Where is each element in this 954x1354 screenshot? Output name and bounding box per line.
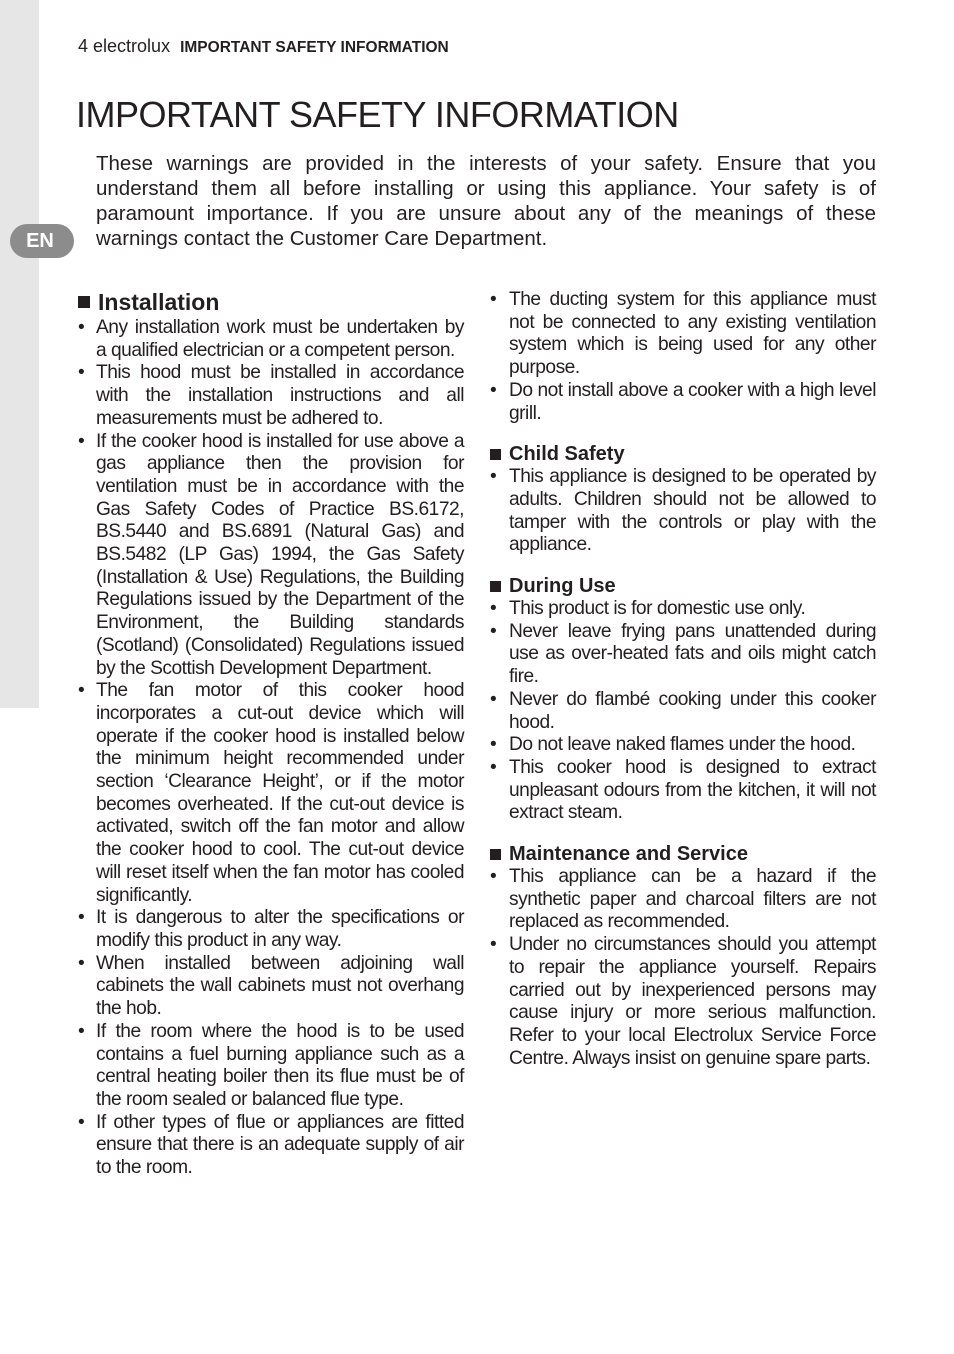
list-item — [490, 289, 876, 380]
bullet-icon: • — [490, 688, 497, 710]
list-item-text: If the cooker hood is installed for use above a gas appliance then the provision for ventilation must be in accordance with the Gas Safety Codes of Practice BS.6172, BS.5440 and BS.6891 (Natural Gas) and BS.5482 (LP Gas) 1994, the Gas Safety (Installation & Use) Regulations, the Building Regulations issued by the Department of the Environment, the Building standards (Scotland) (Consolidated) Regulations issued by the Scottish Development Department. — [96, 430, 464, 679]
child-safety-heading — [490, 442, 876, 466]
list-item — [78, 953, 464, 1021]
list-item — [78, 907, 464, 952]
running-header — [78, 36, 449, 57]
square-bullet-icon — [490, 581, 501, 592]
list-item-text: This appliance can be a hazard if the synthetic paper and charcoal filters are not replaced as recommended. — [509, 866, 876, 933]
maintenance-heading-text: Maintenance and Service — [509, 843, 748, 866]
page-number: 4 — [78, 36, 89, 56]
square-bullet-icon — [490, 849, 501, 860]
bullet-icon: • — [490, 866, 497, 888]
list-item-text: Do not install above a cooker with a high level grill. — [509, 379, 876, 424]
bullet-icon: • — [490, 598, 497, 620]
list-item — [490, 621, 876, 689]
bullet-icon: • — [490, 756, 497, 778]
list-item — [490, 598, 876, 621]
list-item-text: If the room where the hood is to be used contains a fuel burning appliance such as a central heating boiler then its flue must be of the room sealed or balanced flue type. — [96, 1020, 464, 1110]
list-item-text: The ducting system for this appliance must not be connected to any existing ventilation system which is being used for any other purpose. — [509, 289, 876, 379]
during-use-heading — [490, 574, 876, 598]
list-item — [78, 680, 464, 907]
square-bullet-icon — [78, 296, 90, 308]
list-item — [78, 431, 464, 681]
maintenance-list — [490, 866, 876, 1070]
list-item — [490, 934, 876, 1070]
during-use-heading-text: During Use — [509, 575, 616, 598]
right-column — [490, 289, 876, 1070]
list-item — [490, 734, 876, 757]
language-tab-label: EN — [26, 229, 54, 252]
list-item — [78, 362, 464, 430]
list-item — [78, 1112, 464, 1180]
bullet-icon: • — [78, 952, 85, 974]
list-item — [490, 866, 876, 934]
list-item — [490, 757, 876, 825]
bullet-icon: • — [78, 362, 85, 384]
list-item — [490, 466, 876, 557]
list-item-text: When installed between adjoining wall cabinets the wall cabinets must not overhang the hob. — [96, 952, 464, 1020]
header-section-title: IMPORTANT SAFETY INFORMATION — [180, 39, 449, 56]
list-item-text: It is dangerous to alter the specifications or modify this product in any way. — [96, 907, 464, 951]
during-use-list — [490, 598, 876, 825]
installation-heading-text: Installation — [98, 289, 220, 315]
bullet-icon: • — [78, 680, 85, 702]
bullet-icon: • — [78, 317, 85, 338]
list-item-text: Never do flambé cooking under this cooker hood. — [509, 688, 876, 733]
maintenance-heading — [490, 842, 876, 866]
bullet-icon: • — [78, 1020, 85, 1042]
bullet-icon: • — [490, 289, 497, 310]
page-title: IMPORTANT SAFETY INFORMATION — [76, 94, 679, 135]
list-item-text: Under no circumstances should you attempt to repair the appliance yourself. Repairs carried out by inexperienced persons may cause injury or more serious malfunction. Refer to your local Electrolux Service Force Centre. Always insist on genuine spare parts. — [509, 934, 876, 1069]
list-item-text: This hood must be installed in accordance with the installation instructions and all measurements must be adhered to. — [96, 362, 464, 429]
child-safety-heading-text: Child Safety — [509, 443, 625, 466]
bullet-icon: • — [490, 466, 497, 488]
list-item — [78, 1021, 464, 1112]
bullet-icon: • — [78, 1111, 85, 1133]
list-item — [490, 380, 876, 425]
list-item-text: Do not leave naked flames under the hood. — [509, 734, 856, 756]
bullet-icon: • — [490, 734, 497, 756]
child-safety-list — [490, 466, 876, 557]
intro-paragraph: These warnings are provided in the interests of your safety. Ensure that you understand them all before installing or using this appliance. Your safety is of paramount importance. If you are unsure about any of the meanings of these warnings contact the Customer Care Department. — [96, 152, 876, 250]
installation-list — [78, 317, 464, 1180]
square-bullet-icon — [490, 449, 501, 460]
bullet-icon: • — [490, 379, 497, 401]
side-strip — [0, 0, 39, 708]
language-tab — [10, 224, 74, 258]
installation-list-continued — [490, 289, 876, 425]
list-item-text: Never leave frying pans unattended during use as over-heated fats and oils might catch fire. — [509, 620, 876, 688]
list-item-text: If other types of flue or appliances are fitted ensure that there is an adequate supply of air to the room. — [96, 1111, 464, 1179]
list-item-text: Any installation work must be undertaken by a qualified electrician or a competent person. — [96, 317, 464, 361]
bullet-icon: • — [490, 620, 497, 642]
list-item-text: This product is for domestic use only. — [509, 598, 806, 620]
left-column — [78, 287, 464, 1180]
installation-heading — [78, 287, 464, 317]
bullet-icon: • — [78, 430, 85, 452]
bullet-icon: • — [490, 934, 497, 956]
bullet-icon: • — [78, 907, 85, 929]
list-item-text: This appliance is designed to be operated by adults. Children should not be allowed to tamper with the controls or play with the appliance. — [509, 466, 876, 556]
brand-name: electrolux — [93, 36, 171, 56]
list-item — [78, 317, 464, 362]
list-item — [490, 689, 876, 734]
list-item-text: The fan motor of this cooker hood incorporates a cut-out device which will operate if the cooker hood is installed below the minimum height recommended under section ‘Clearance Height’, or if the motor becomes overheated. If the cut-out device is activated, switch off the fan motor and allow the cooker hood to cool. The cut-out device will reset itself when the fan motor has cooled significantly. — [96, 680, 464, 906]
list-item-text: This cooker hood is designed to extract unpleasant odours from the kitchen, it will not extract steam. — [509, 756, 876, 824]
